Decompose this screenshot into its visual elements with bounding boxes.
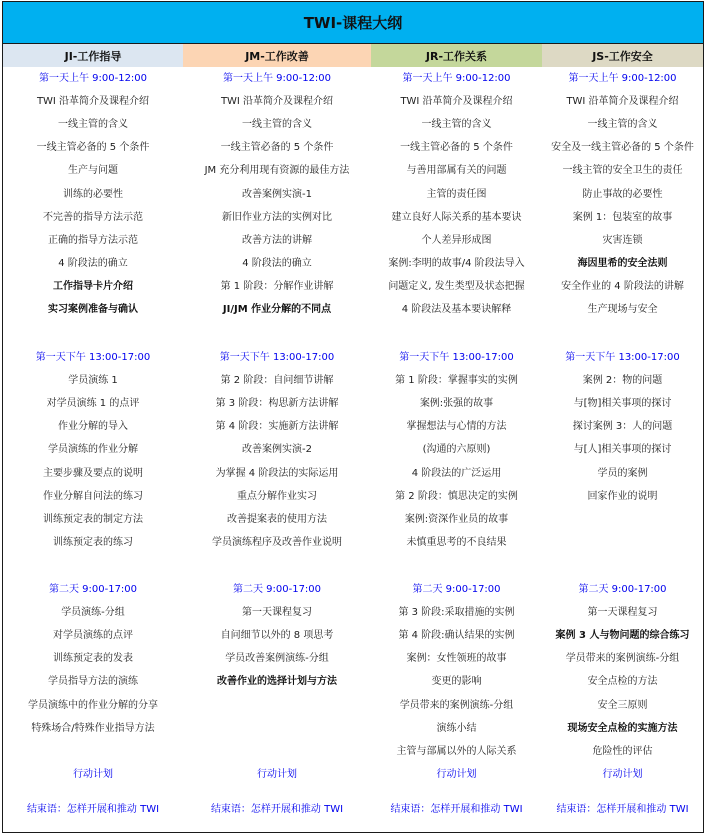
topic-item: JI/JM 作业分解的不同点: [222, 304, 332, 315]
topic-item: 生产现场与安全: [587, 304, 658, 315]
session-heading: 第一天上午 9:00-12:00: [222, 73, 332, 84]
topic-item: TWI 沿革简介及课程介绍: [566, 96, 679, 108]
session-heading: 第二天 9:00-17:00: [412, 584, 501, 595]
table-title: TWI-课程大纲: [3, 2, 703, 44]
topic-item: 为掌握 4 阶段法的实际运用: [215, 467, 339, 479]
topic-item: 改善案例实演-1: [242, 188, 312, 200]
session-heading: 第二天 9:00-17:00: [232, 584, 322, 595]
topic-item: 与善用部属有关的问题: [406, 165, 507, 177]
topic-item: 改善作业的选择计划与方法: [217, 676, 337, 688]
topic-item: 学员演练-分组: [61, 607, 125, 619]
topic-item: 训练的必要性: [63, 188, 123, 200]
topic-item: TWI 沿革简介及课程介绍: [36, 96, 150, 108]
topic-item: 新旧作业方法的实例对比: [222, 211, 332, 223]
topic-item: 建立良好人际关系的基本要诀: [391, 211, 522, 223]
topic-item: 第 2 阶段：自问细节讲解: [220, 375, 334, 387]
column-header-row: [3, 44, 703, 67]
topic-item: 危险性的评估: [592, 745, 653, 757]
topic-item: 第 3 阶段：构思新方法讲解: [215, 398, 339, 410]
session-heading: 第一天下午 13:00-17:00: [399, 352, 514, 363]
topic-item: 4 阶段法及基本要诀解释: [401, 304, 512, 315]
topic-item: 第 1 阶段：掌握事实的实例: [395, 375, 518, 387]
action-plan: 行动计划: [73, 769, 113, 780]
action-plan: 行动计划: [436, 769, 477, 780]
topic-item: 海因里希的安全法则: [577, 257, 668, 269]
topic-item: 训练预定表的发表: [53, 653, 133, 665]
closing-remarks: 结束语：怎样开展和推动 TWI: [556, 804, 689, 815]
column-header-js: JS-工作安全: [542, 44, 703, 67]
column-header-ji: JI-工作指导: [3, 44, 183, 67]
topic-item: 重点分解作业实习: [237, 490, 317, 502]
topic-item: 第一天课程复习: [587, 607, 658, 619]
topic-item: 4 阶段法的广泛运用: [411, 467, 502, 479]
topic-item: 4 阶段法的确立: [242, 257, 312, 269]
topic-item: 特殊场合/特殊作业指导方法: [31, 722, 155, 734]
topic-item: 学员改善案例演练-分组: [225, 653, 329, 665]
topic-item: 一线主管的含义: [58, 119, 128, 131]
topic-item: 回家作业的说明: [587, 490, 658, 502]
topic-item: 作业分解自问法的练习: [43, 490, 143, 502]
topic-item: 一线主管必备的 5 个条件: [220, 142, 334, 154]
topic-item: 对学员演练 1 的点评: [46, 398, 140, 410]
topic-item: 一线主管必备的 5 个条件: [400, 142, 513, 154]
topic-item: 第 4 阶段：实施新方法讲解: [215, 421, 339, 433]
topic-item: 探讨案例 3：人的问题: [572, 421, 673, 433]
topic-item: 案例:资深作业员的故事: [404, 513, 509, 525]
topic-item: JM 充分利用现有资源的最佳方法: [204, 165, 350, 177]
topic-item: 掌握想法与心情的方法: [406, 421, 507, 433]
course-body: [3, 67, 703, 833]
topic-item: 生产与问题: [68, 165, 118, 177]
topic-item: 改善案例实演-2: [242, 444, 312, 456]
topic-item: 现场安全点检的实施方法: [567, 722, 678, 734]
topic-item: TWI 沿革简介及课程介绍: [400, 96, 513, 108]
closing-remarks: 结束语：怎样开展和推动 TWI: [390, 804, 523, 815]
topic-item: 防止事故的必要性: [582, 188, 663, 200]
topic-item: 学员演练 1: [68, 375, 118, 387]
topic-item: (沟通的六原则): [422, 444, 491, 456]
topic-item: 主管与部属以外的人际关系: [396, 745, 517, 757]
topic-item: 工作指导卡片介绍: [53, 280, 133, 292]
topic-item: 未慎重思考的不良结果: [406, 536, 507, 548]
action-plan: 行动计划: [257, 769, 297, 780]
topic-item: 主管的责任图: [426, 188, 487, 200]
topic-item: 一线主管的安全卫生的责任: [562, 165, 683, 177]
topic-item: 案例：女性领班的故事: [406, 653, 507, 665]
topic-item: 一线主管的含义: [421, 119, 492, 131]
topic-item: 安全作业的 4 阶段法的讲解: [561, 280, 684, 292]
session-heading: 第一天上午 9:00-12:00: [402, 73, 511, 84]
topic-item: 与[物]相关事项的探讨: [573, 398, 672, 410]
topic-item: 4 阶段法的确立: [58, 257, 128, 269]
topic-item: 改善提案表的使用方法: [227, 513, 327, 525]
topic-item: 学员演练中的作业分解的分享: [28, 699, 158, 711]
topic-item: 学员演练程序及改善作业说明: [212, 536, 342, 548]
session-heading: 第二天 9:00-17:00: [578, 584, 667, 595]
column-header-jm: JM-工作改善: [183, 44, 371, 67]
topic-item: 作业分解的导入: [58, 421, 128, 433]
topic-item: 案例 1：包装室的故事: [572, 211, 673, 223]
topic-item: 第 1 阶段：分解作业讲解: [220, 280, 334, 292]
topic-item: 训练预定表的制定方法: [43, 513, 143, 525]
topic-item: 安全点检的方法: [587, 676, 658, 688]
topic-item: 安全及一线主管必备的 5 个条件: [551, 142, 694, 154]
course-column-ji: [3, 67, 183, 833]
topic-item: 演练小结: [436, 722, 477, 734]
course-column-jm: [183, 67, 371, 833]
topic-item: 第 3 阶段:采取措施的实例: [398, 607, 515, 619]
topic-item: 个人差异形成图: [421, 234, 492, 246]
topic-item: 学员带来的案例演练-分组: [399, 699, 514, 711]
topic-item: 学员的案例: [597, 467, 648, 479]
topic-item: 与[人]相关事项的探讨: [573, 444, 672, 456]
topic-item: 问题定义, 发生类型及状态把握: [388, 280, 525, 292]
topic-item: 不完善的指导方法示范: [43, 211, 143, 223]
course-outline-table: [2, 1, 704, 833]
session-heading: 第二天 9:00-17:00: [48, 584, 138, 595]
topic-item: 改善方法的讲解: [242, 234, 312, 246]
session-heading: 第一天上午 9:00-12:00: [38, 73, 148, 84]
closing-remarks: 结束语：怎样开展和推动 TWI: [26, 804, 160, 815]
topic-item: 一线主管的含义: [242, 119, 312, 131]
column-header-jr: JR-工作关系: [371, 44, 542, 67]
topic-item: 变更的影响: [431, 676, 482, 688]
topic-item: 自问细节以外的 8 项思考: [220, 630, 334, 642]
topic-item: 案例:张强的故事: [419, 398, 494, 410]
topic-item: 案例:李明的故事/4 阶段法导入: [388, 257, 525, 269]
closing-remarks: 结束语：怎样开展和推动 TWI: [210, 804, 344, 815]
topic-item: 学员演练的作业分解: [48, 444, 138, 456]
topic-item: 一线主管的含义: [587, 119, 658, 131]
topic-item: 案例 2：物的问题: [582, 375, 663, 387]
course-column-js: [542, 67, 703, 833]
topic-item: 案例 3 人与物问题的综合练习: [555, 630, 690, 642]
session-heading: 第一天下午 13:00-17:00: [35, 352, 151, 363]
session-heading: 第一天下午 13:00-17:00: [219, 352, 335, 363]
action-plan: 行动计划: [602, 769, 643, 780]
course-column-jr: [371, 67, 542, 833]
topic-item: TWI 沿革简介及课程介绍: [220, 96, 334, 108]
topic-item: 一线主管必备的 5 个条件: [36, 142, 150, 154]
topic-item: 学员指导方法的演练: [48, 676, 138, 688]
topic-item: 第 2 阶段：慎思决定的实例: [395, 490, 518, 502]
topic-item: 实习案例准备与确认: [48, 304, 138, 315]
topic-item: 第 4 阶段:确认结果的实例: [398, 630, 515, 642]
session-heading: 第一天下午 13:00-17:00: [565, 352, 680, 363]
topic-item: 安全三原则: [597, 699, 648, 711]
topic-item: 学员带来的案例演练-分组: [565, 653, 680, 665]
topic-item: 灾害连锁: [602, 234, 643, 246]
session-heading: 第一天上午 9:00-12:00: [568, 73, 677, 84]
topic-item: 正确的指导方法示范: [48, 234, 138, 246]
topic-item: 对学员演练的点评: [53, 630, 133, 642]
topic-item: 主要步骤及要点的说明: [43, 467, 143, 479]
topic-item: 第一天课程复习: [242, 607, 312, 619]
topic-item: 训练预定表的练习: [53, 536, 133, 548]
